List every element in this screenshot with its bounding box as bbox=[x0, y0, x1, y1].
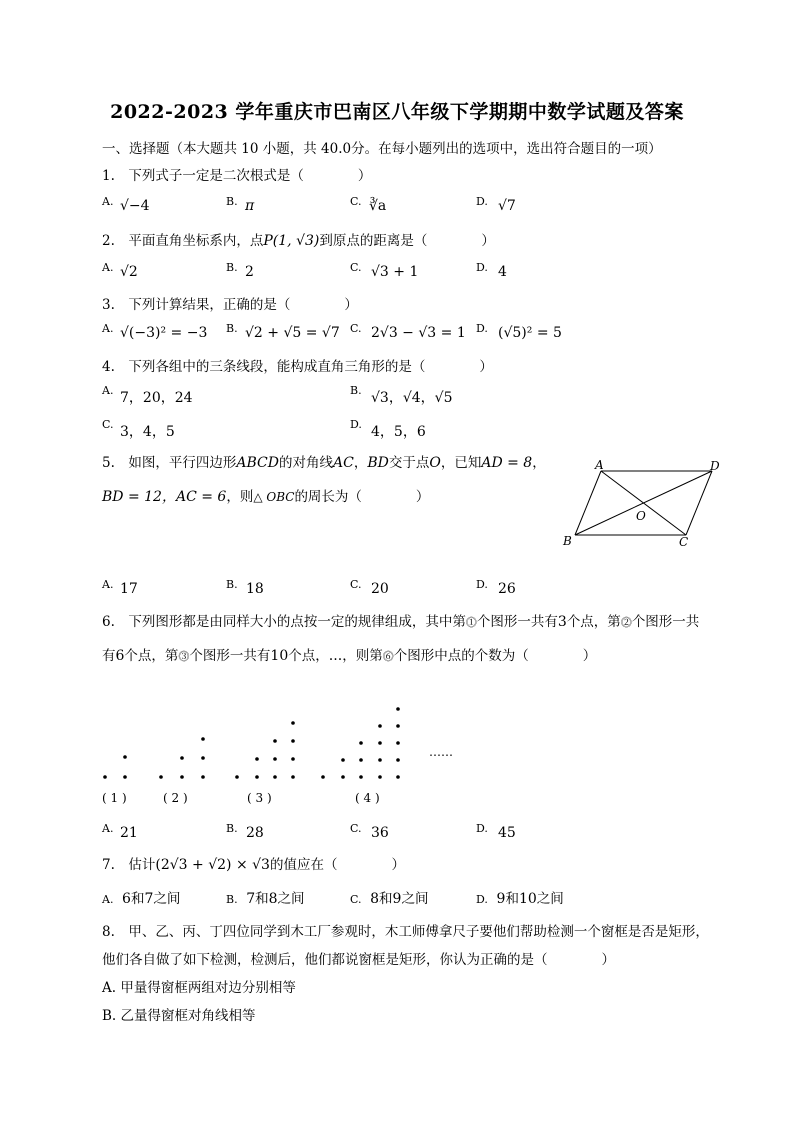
q4-option-d-label: D. bbox=[350, 418, 362, 431]
edge-ab bbox=[575, 471, 601, 535]
dot bbox=[396, 741, 400, 745]
q5-option-c-label: C. bbox=[350, 578, 362, 591]
q3-option-c-label: C. bbox=[350, 322, 362, 335]
q5-abcd: ABCD bbox=[236, 455, 279, 471]
dot bbox=[273, 775, 277, 779]
q5-option-b-label: B. bbox=[226, 578, 238, 591]
fig-label-2: ( 2 ) bbox=[163, 791, 188, 805]
edge-dc bbox=[686, 471, 712, 535]
q6-count-6: 6 bbox=[115, 648, 125, 664]
dot bbox=[201, 756, 205, 760]
dot bbox=[291, 739, 295, 743]
q5-line1-mid: 的对角线 bbox=[279, 455, 333, 471]
q5-option-a-label: A. bbox=[102, 578, 114, 591]
q1-option-d-label: D. bbox=[476, 195, 488, 208]
q6-option-c-label: C. bbox=[350, 822, 362, 835]
dot bbox=[180, 775, 184, 779]
q5-o: O bbox=[429, 455, 441, 471]
q7-stem bbox=[102, 853, 405, 873]
q5-option-a: 17 bbox=[120, 581, 138, 597]
q5-line1-post: ，已知 bbox=[440, 455, 482, 471]
dot bbox=[291, 721, 295, 725]
q6-line1 bbox=[102, 610, 699, 630]
q4-stem: 4. 下列各组中的三条线段，能构成直角三角形的是（ ） bbox=[102, 359, 493, 375]
q6-option-c: 36 bbox=[371, 825, 389, 841]
dot bbox=[291, 775, 295, 779]
q6-line1-b: 个图形一共有 bbox=[476, 614, 558, 630]
dot bbox=[396, 775, 400, 779]
q1-option-a-label: A. bbox=[102, 195, 114, 208]
q6-option-d-label: D. bbox=[476, 822, 488, 835]
circled-number-6: ⓺ bbox=[382, 650, 394, 663]
q4-option-b: √3，√4，√5 bbox=[371, 390, 453, 406]
q6-line2-a: 有 bbox=[102, 648, 116, 664]
q7-option-a: A. 6和7之间 bbox=[102, 891, 181, 907]
q3-option-d: (√5)² = 5 bbox=[498, 325, 562, 341]
q2-option-d: 4 bbox=[498, 264, 507, 280]
q1-option-d: √7 bbox=[498, 198, 516, 214]
dot bbox=[273, 739, 277, 743]
q6-option-d: 45 bbox=[498, 825, 516, 841]
q5-triangle: △ OBC bbox=[253, 490, 295, 504]
q5-line2-mid: ，则 bbox=[226, 489, 254, 505]
q5-line1-end: ， bbox=[532, 455, 546, 471]
q5-option-b: 18 bbox=[246, 581, 264, 597]
q8-option-a: A. 甲量得窗框两组对边分别相等 bbox=[102, 980, 296, 996]
q2-option-c-label: C. bbox=[350, 261, 362, 274]
q5-bd: BD bbox=[367, 455, 389, 471]
q4-option-c-label: C. bbox=[102, 418, 114, 431]
dot bbox=[396, 707, 400, 711]
dot bbox=[291, 757, 295, 761]
fig-label-4: ( 4 ) bbox=[355, 791, 380, 805]
q4-option-b-label: B. bbox=[350, 384, 362, 397]
q2-option-d-label: D. bbox=[476, 261, 488, 274]
fig-label-1: ( 1 ) bbox=[102, 791, 127, 805]
q7-stem-math: (2√3 + √2) × √3 bbox=[155, 857, 270, 873]
q1-option-c-label: C. bbox=[350, 195, 362, 208]
dot bbox=[159, 775, 163, 779]
q5-line2-math: BD = 12，AC = 6 bbox=[102, 489, 227, 505]
q8-option-b: B. 乙量得窗框对角线相等 bbox=[102, 1008, 256, 1024]
dot-figure-3 bbox=[235, 721, 295, 779]
dot bbox=[359, 758, 363, 762]
q1-option-b-label: B. bbox=[226, 195, 238, 208]
point-o-label: O bbox=[636, 509, 646, 523]
q6-option-a: 21 bbox=[120, 825, 138, 841]
q7-stem-pre: 7. 估计 bbox=[102, 857, 156, 873]
vertex-a-label: A bbox=[595, 458, 604, 472]
q2-option-c: √3 + 1 bbox=[371, 264, 419, 280]
q6-count-10: 10 bbox=[270, 648, 289, 664]
dot bbox=[341, 758, 345, 762]
dot bbox=[180, 756, 184, 760]
dot bbox=[235, 775, 239, 779]
q2-stem-pre: 2. 平面直角坐标系内，点 bbox=[102, 233, 264, 249]
q3-option-d-label: D. bbox=[476, 322, 488, 335]
q7-stem-post: 的值应在（ ） bbox=[269, 857, 405, 873]
q6-option-b-label: B. bbox=[226, 822, 238, 835]
vertex-c-label: C bbox=[679, 535, 689, 549]
dot bbox=[396, 724, 400, 728]
q5-line1-pre: 5. 如图，平行四边形 bbox=[102, 455, 237, 471]
q5-parallelogram-figure bbox=[555, 455, 730, 550]
dot bbox=[341, 775, 345, 779]
q4-option-a: 7，20，24 bbox=[120, 390, 193, 406]
q6-line2-b: 个点，第 bbox=[124, 648, 179, 664]
dot bbox=[359, 775, 363, 779]
q6-option-b: 28 bbox=[246, 825, 264, 841]
q2-option-a: √2 bbox=[120, 264, 138, 280]
q5-line1 bbox=[102, 451, 546, 471]
q8-line1: 8. 甲、乙、丙、丁四位同学到木工厂参观时，木工师傅拿尺子要他们帮助检测一个窗框是否是矩形， bbox=[102, 924, 709, 940]
q5-sep: ， bbox=[353, 455, 368, 471]
q5-option-d: 26 bbox=[498, 581, 516, 597]
q2-option-b-label: B. bbox=[226, 261, 238, 274]
q7-option-c: C. 8和9之间 bbox=[350, 891, 429, 907]
q8-line2: 他们各自做了如下检测，检测后，他们都说窗框是矩形，你认为正确的是（ ） bbox=[102, 952, 615, 968]
q2-stem bbox=[102, 229, 495, 249]
q1-option-c: ∛a bbox=[369, 198, 387, 214]
dot-figure-4 bbox=[321, 707, 400, 779]
dot bbox=[378, 724, 382, 728]
q3-option-a: √(−3)² = −3 bbox=[120, 325, 208, 341]
dot-figure-1 bbox=[103, 755, 127, 779]
q3-stem: 3. 下列计算结果，正确的是（ ） bbox=[102, 297, 358, 313]
dot bbox=[103, 775, 107, 779]
dot bbox=[201, 737, 205, 741]
fig-label-3: ( 3 ) bbox=[247, 791, 272, 805]
page-title: 2022-2023 学年重庆市巴南区八年级下学期期中数学试题及答案 bbox=[110, 101, 684, 123]
q2-stem-math: P(1, √3) bbox=[263, 233, 320, 249]
section-heading: 一、选择题（本大题共 10 小题，共 40.0分。在每小题列出的选项中，选出符合题目的一项） bbox=[102, 141, 662, 157]
q1-option-b: π bbox=[245, 198, 255, 214]
q2-stem-post: 到原点的距离是（ ） bbox=[319, 233, 495, 249]
q4-option-d: 4，5，6 bbox=[371, 424, 426, 440]
q5-line2 bbox=[102, 485, 429, 506]
q6-line2-d: 个点，…，则第 bbox=[288, 648, 383, 664]
q5-line2-post: 的周长为（ ） bbox=[294, 489, 430, 505]
q5-ad: AD = 8 bbox=[481, 455, 533, 471]
q1-option-a: √−4 bbox=[120, 198, 150, 214]
dot bbox=[378, 775, 382, 779]
q6-option-a-label: A. bbox=[102, 822, 114, 835]
q6-line1-d: 个图形一共 bbox=[631, 614, 700, 630]
dot bbox=[255, 757, 259, 761]
circled-number-2: ⓶ bbox=[620, 616, 632, 629]
dot bbox=[378, 741, 382, 745]
q4-option-a-label: A. bbox=[102, 384, 114, 397]
circled-number-1: ⓵ bbox=[465, 616, 477, 629]
q3-option-b-label: B. bbox=[226, 322, 238, 335]
q3-option-a-label: A. bbox=[102, 322, 114, 335]
q1-stem: 1. 下列式子一定是二次根式是（ ） bbox=[102, 168, 372, 184]
dot bbox=[255, 775, 259, 779]
q2-option-b: 2 bbox=[245, 264, 254, 280]
vertex-d-label: D bbox=[710, 459, 720, 473]
dot bbox=[273, 757, 277, 761]
q6-line2-c: 个图形一共有 bbox=[189, 648, 271, 664]
q3-option-b: √2 + √5 = √7 bbox=[245, 325, 340, 341]
circled-number-3: ⓷ bbox=[178, 650, 190, 663]
q4-option-c: 3，4，5 bbox=[120, 424, 175, 440]
q3-option-c: 2√3 − √3 = 1 bbox=[371, 325, 466, 341]
q6-line1-c: 个点，第 bbox=[566, 614, 621, 630]
q7-option-d: D. 9和10之间 bbox=[476, 891, 564, 907]
q5-option-c: 20 bbox=[371, 581, 389, 597]
q2-option-a-label: A. bbox=[102, 261, 114, 274]
dot bbox=[201, 775, 205, 779]
pattern-ellipsis: …… bbox=[429, 745, 453, 759]
dot bbox=[396, 758, 400, 762]
q6-count-3: 3 bbox=[557, 614, 567, 630]
q6-line1-a: 6. 下列图形都是由同样大小的点按一定的规律组成，其中第 bbox=[102, 614, 466, 630]
dot bbox=[123, 755, 127, 759]
q5-line1-mid2: 交于点 bbox=[388, 455, 430, 471]
q6-line2-e: 个图形中点的个数为（ ） bbox=[393, 648, 597, 664]
dot-figure-2 bbox=[159, 737, 205, 779]
q6-dot-patterns-figure bbox=[95, 700, 475, 810]
dot bbox=[378, 758, 382, 762]
q6-line2 bbox=[102, 644, 596, 664]
diagonal-bd bbox=[575, 471, 712, 535]
q5-ac: AC bbox=[333, 455, 354, 471]
vertex-b-label: B bbox=[563, 534, 572, 548]
dot bbox=[321, 775, 325, 779]
q7-option-b: B. 7和8之间 bbox=[226, 891, 305, 907]
dot bbox=[123, 775, 127, 779]
q5-option-d-label: D. bbox=[476, 578, 488, 591]
dot bbox=[359, 741, 363, 745]
